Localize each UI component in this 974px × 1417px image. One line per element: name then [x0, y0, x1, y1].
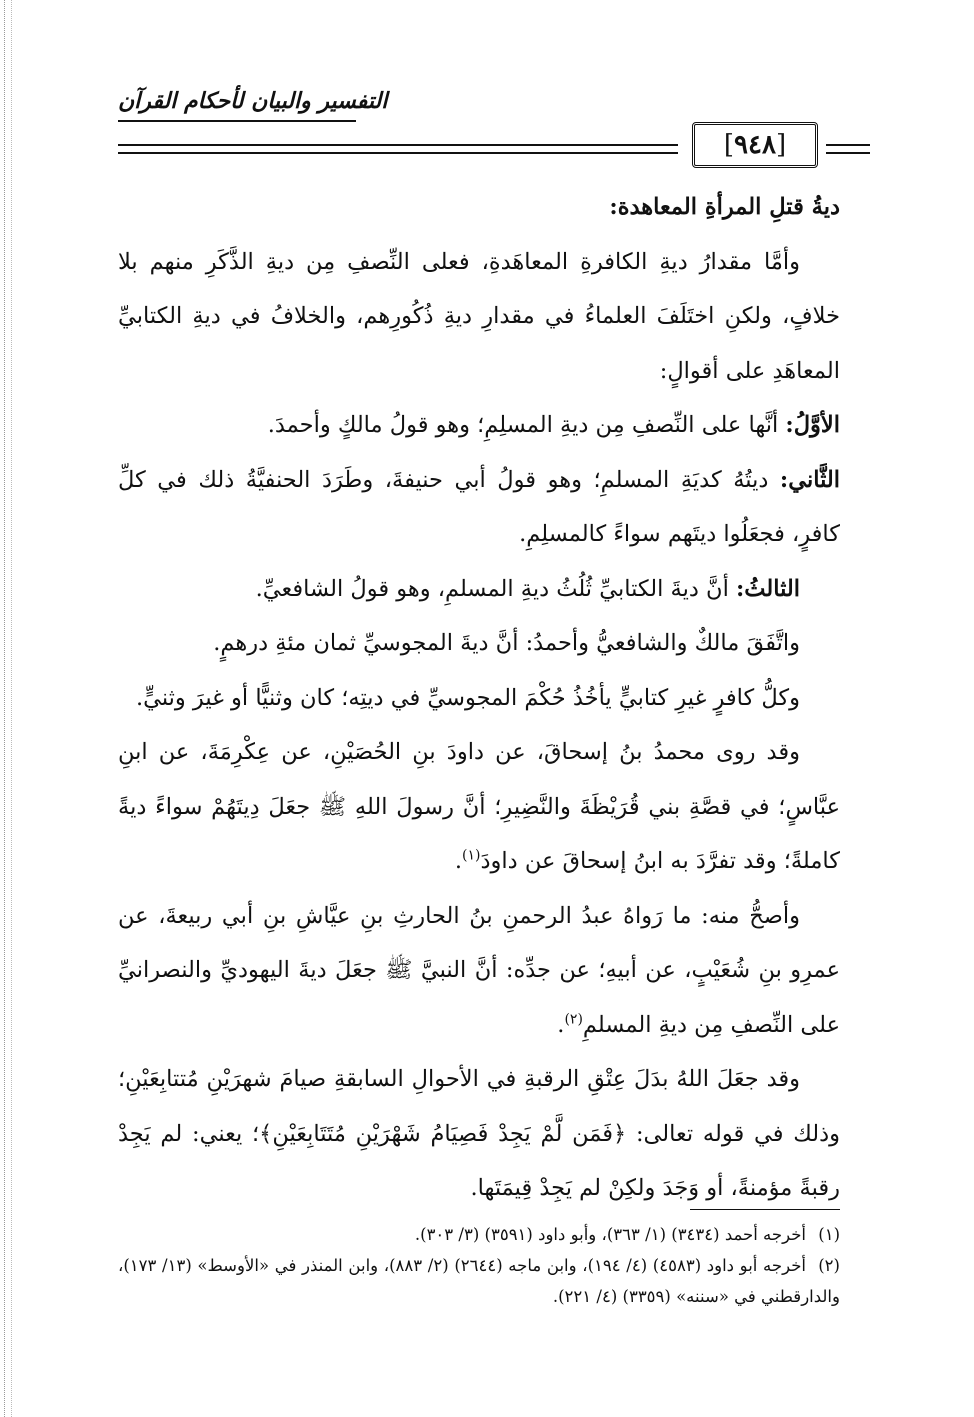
header-rule-right — [826, 144, 870, 154]
page-header — [118, 88, 870, 158]
footnote — [118, 1250, 840, 1312]
paragraph: وقد روى محمدُ بنُ إسحاقَ، عن داودَ بنِ الحُصَيْنِ، عن عِكْرِمَةَ، عن ابنِ عبَّاسٍ؛ في قصَّةِ بني قُرَيْظَةَ والنَّضِيرِ؛ أنَّ رسولَ اللهِ ﷺ جعَلَ دِيتَهُمْ سواءً ديةً كاملةً؛ وقد تفرَّدَ به ابنُ إسحاقَ عن داودَ$^{(١)}$. — [118, 739, 840, 874]
footnote-ref: (١) — [462, 847, 481, 864]
opinion-text: ديتُهُ كديَةِ المسلمِ؛ وهو قولُ أبي حنيفةَ، وطَرَدَ الحنفيَّةُ ذلك في كلِّ كافرٍ، فجعَلُوا ديتَهم سواءً كالمسلِمِ. — [118, 466, 840, 547]
opinion-label: الثَّاني: — [779, 466, 840, 493]
footnote-number: (٢) — [818, 1256, 840, 1275]
footnote-text: أخرجه أبو داود (٤٥٨٣) (٤/ ١٩٤)، وابن ماجه (٢٦٤٤) (٢/ ٨٨٣)، وابن المنذر في «الأوسط» (١٣/ ١٧٣)، والدارقطني في «سننه» (٣٣٥٩) (٤/ ٢٢١). — [118, 1256, 840, 1306]
opinion-3 — [118, 562, 840, 617]
footnote-separator — [690, 1209, 840, 1210]
opinion-text: أنَّها على النِّصفِ مِن ديةِ المسلِمِ؛ وهو قولُ مالكٍ وأحمدَ. — [267, 412, 786, 438]
opinion-2 — [118, 453, 840, 562]
paragraph-text: وقد روى محمدُ بنُ إسحاقَ، عن داودَ بنِ الحُصَيْنِ، عن عِكْرِمَةَ، عن ابنِ عبَّاسٍ؛ في قصَّةِ بني قُرَيْظَةَ والنَّضِيرِ؛ أنَّ رسولَ اللهِ ﷺ جعَلَ دِيتَهُمْ سواءً ديةً كاملةً؛ وقد تفرَّدَ به ابنُ إسحاقَ عن داودَ — [118, 739, 840, 874]
section-heading: ديةُ قتلِ المرأةِ المعاهدة: — [609, 194, 840, 220]
page-number-box: [٩٤٨] — [692, 122, 818, 168]
running-title: التفسير والبيان لأحكام القرآن — [118, 88, 356, 122]
page-edge — [4, 0, 12, 1417]
footnote — [118, 1219, 840, 1250]
main-text — [118, 180, 840, 1216]
paragraph: وكلُّ كافرٍ غيرِ كتابيٍّ يأخُذُ حُكْمَ المجوسيِّ في ديتِه؛ كان وثنيًّا أو غيرَ وثنيٍّ. — [135, 684, 800, 711]
opinion-1 — [118, 398, 840, 453]
paragraph: وأصحُّ منه: ما رَواهُ عبدُ الرحمنِ بنُ الحارثِ بنِ عيَّاشِ بنِ أبي ربيعةَ، عن عمرِو بنِ شُعَيْبٍ، عن أبيهِ؛ عن جدِّه: أنَّ النبيَّ ﷺ جعَلَ ديةَ اليهوديِّ والنصرانيِّ على النِّصفِ مِن ديةِ المسلمِ$^{(٢)}$. — [118, 902, 840, 1038]
paragraph-text: وأصحُّ منه: ما رَواهُ عبدُ الرحمنِ بنُ الحارثِ بنِ عيَّاشِ بنِ أبي ربيعةَ، عن عمرِو بنِ شُعَيْبٍ، عن أبيهِ؛ عن جدِّه: أنَّ النبيَّ ﷺ جعَلَ ديةَ اليهوديِّ والنصرانيِّ على النِّصفِ مِن ديةِ المسلمِ — [118, 902, 840, 1038]
opinion-label: الأوَّلُ: — [785, 412, 840, 438]
footnote-text: أخرجه أحمد (٣٤٣٤) (١/ ٣٦٣)، وأبو داود (٣٥٩١) (٣/ ٣٠٣). — [414, 1225, 806, 1244]
paragraph: وأمَّا مقدارُ ديةِ الكافرةِ المعاهَدةِ، فعلى النِّصفِ مِن ديةِ الذَّكَرِ منهم بلا خلافٍ، ولكنِ اختَلَفَ العلماءُ في مقدارِ ديةِ ذُكُورِهم، والخلافُ في ديةِ الكتابيِّ المعاهَدِ على أقوالٍ: — [118, 248, 840, 384]
footnote-number: (١) — [818, 1225, 840, 1244]
opinion-label: الثالثُ: — [735, 575, 800, 602]
footnote-ref: (٢) — [564, 1011, 583, 1027]
footnotes — [118, 1219, 840, 1312]
paragraph: واتَّفَقَ مالكٌ والشافعيُّ وأحمدُ: أنَّ ديةَ المجوسيِّ ثمان مئةِ درهمٍ. — [213, 630, 800, 656]
page-number: ٩٤٨ — [734, 130, 776, 160]
header-rule — [118, 144, 678, 154]
paragraph: وقد جعَلَ اللهُ بدَلَ عِتْقِ الرقبةِ في الأحوالِ السابقةِ صيامَ شهرَيْنِ مُتتابِعَيْنِ؛ وذلك في قوله تعالى: ﴿فَمَن لَّمْ يَجِدْ فَصِيَامُ شَهْرَيْنِ مُتَتَابِعَيْنِ﴾؛ يعني: لم يَجِدْ رقبةً مؤمنةً، أو وَجَدَ ولكِنْ لم يَجِدْ قِيمَتَها. — [118, 1066, 840, 1201]
opinion-text: أنَّ ديةَ الكتابيِّ ثُلُثُ ديةِ المسلمِ، وهو قولُ الشافعيِّ. — [255, 575, 736, 602]
